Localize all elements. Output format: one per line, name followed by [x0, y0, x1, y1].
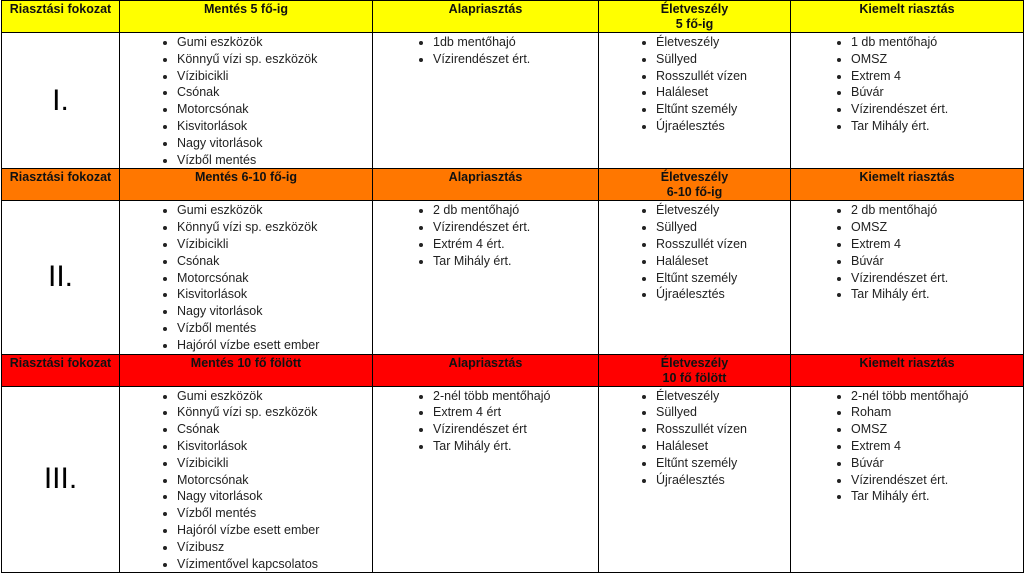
list-item: • Motorcsónak [177, 270, 372, 287]
list-item: • Vízimentővel kapcsolatos [177, 556, 372, 573]
basic-alert-list-cell [373, 33, 599, 169]
header-life-threat: Életveszély 5 fő-ig [599, 1, 791, 33]
list-item: • Kisvitorlások [177, 118, 372, 135]
header-basic-alert: Alapriasztás [373, 1, 599, 33]
list-item: • Életveszély [656, 202, 790, 219]
list-item: • 2 db mentőhajó [851, 202, 1023, 219]
list-item: • OMSZ [851, 421, 1023, 438]
list-item: • Hajóról vízbe esett ember [177, 522, 372, 539]
rescue-list-cell [120, 33, 373, 169]
header-row-level-2 [2, 169, 1024, 201]
rescue-list [120, 388, 372, 573]
list-item: • Gumi eszközök [177, 202, 372, 219]
list-item: • Roham [851, 404, 1023, 421]
level-numeral: II. [2, 201, 120, 354]
list-item: • 1db mentőhajó [433, 34, 598, 51]
priority-alert-list-cell [791, 201, 1024, 354]
life-threat-list [599, 202, 790, 303]
list-item: • Haláleset [656, 253, 790, 270]
list-item: • Tar Mihály ért. [851, 488, 1023, 505]
list-item: • Vízirendészet ért. [851, 270, 1023, 287]
list-item: • 2-nél több mentőhajó [851, 388, 1023, 405]
list-item: • Haláleset [656, 84, 790, 101]
list-item: • Kisvitorlások [177, 286, 372, 303]
list-item: • Rosszullét vízen [656, 68, 790, 85]
priority-alert-list [791, 34, 1023, 135]
life-threat-list-cell [599, 201, 791, 354]
basic-alert-list-cell [373, 201, 599, 354]
list-item: • OMSZ [851, 219, 1023, 236]
list-item: • 1 db mentőhajó [851, 34, 1023, 51]
list-item: • Gumi eszközök [177, 388, 372, 405]
list-item: • Vízirendészet ért. [851, 101, 1023, 118]
list-item: • Búvár [851, 455, 1023, 472]
list-item: • Haláleset [656, 438, 790, 455]
list-item: • Búvár [851, 253, 1023, 270]
list-item: • Eltűnt személy [656, 270, 790, 287]
header-row-level-3 [2, 354, 1024, 386]
list-item: • Nagy vitorlások [177, 135, 372, 152]
list-item: • Csónak [177, 421, 372, 438]
list-item: • 2-nél több mentőhajó [433, 388, 598, 405]
header-level-label: Riasztási fokozat [2, 169, 120, 201]
life-threat-list [599, 34, 790, 135]
list-item: • Vízibicikli [177, 455, 372, 472]
header-rescue: Mentés 10 fő fölött [120, 354, 373, 386]
list-item: • Könnyű vízi sp. eszközök [177, 404, 372, 421]
list-item: • Motorcsónak [177, 101, 372, 118]
list-item: • Extrem 4 ért [433, 404, 598, 421]
list-item: • Extrém 4 ért. [433, 236, 598, 253]
header-priority-alert: Kiemelt riasztás [791, 1, 1024, 33]
alert-level-table [1, 0, 1024, 573]
list-item: • Vízibusz [177, 539, 372, 556]
rescue-list [120, 34, 372, 168]
header-life-threat: Életveszély 10 fő fölött [599, 354, 791, 386]
list-item: • Eltűnt személy [656, 455, 790, 472]
list-item: • Vízirendészet ért. [433, 219, 598, 236]
list-item: • Süllyed [656, 404, 790, 421]
basic-alert-list [373, 34, 598, 68]
list-item: • Rosszullét vízen [656, 236, 790, 253]
header-rescue: Mentés 6-10 fő-ig [120, 169, 373, 201]
header-priority-alert: Kiemelt riasztás [791, 169, 1024, 201]
basic-alert-list-cell [373, 386, 599, 573]
list-item: • Extrem 4 [851, 236, 1023, 253]
level-numeral: III. [2, 386, 120, 573]
priority-alert-list-cell [791, 386, 1024, 573]
header-row-level-1 [2, 1, 1024, 33]
list-item: • Búvár [851, 84, 1023, 101]
basic-alert-list [373, 388, 598, 455]
header-basic-alert: Alapriasztás [373, 354, 599, 386]
list-item: • 2 db mentőhajó [433, 202, 598, 219]
life-threat-list-cell [599, 386, 791, 573]
life-threat-list-cell [599, 33, 791, 169]
list-item: • Motorcsónak [177, 472, 372, 489]
body-row-level-3 [2, 386, 1024, 573]
priority-alert-list [791, 388, 1023, 506]
list-item: • Vízirendészet ért. [433, 51, 598, 68]
header-priority-alert: Kiemelt riasztás [791, 354, 1024, 386]
list-item: • Könnyű vízi sp. eszközök [177, 219, 372, 236]
header-level-label: Riasztási fokozat [2, 1, 120, 33]
list-item: • Csónak [177, 84, 372, 101]
list-item: • Gumi eszközök [177, 34, 372, 51]
alert-table-body [2, 1, 1024, 573]
list-item: • Életveszély [656, 388, 790, 405]
list-item: • Vízirendészet ért. [851, 472, 1023, 489]
list-item: • Vízből mentés [177, 152, 372, 169]
level-numeral: I. [2, 33, 120, 169]
list-item: • OMSZ [851, 51, 1023, 68]
list-item: • Csónak [177, 253, 372, 270]
header-rescue: Mentés 5 fő-ig [120, 1, 373, 33]
header-basic-alert: Alapriasztás [373, 169, 599, 201]
rescue-list-cell [120, 201, 373, 354]
priority-alert-list [791, 202, 1023, 303]
body-row-level-2 [2, 201, 1024, 354]
list-item: • Vízből mentés [177, 505, 372, 522]
list-item: • Vízibicikli [177, 68, 372, 85]
list-item: • Nagy vitorlások [177, 488, 372, 505]
header-life-threat: Életveszély 6-10 fő-ig [599, 169, 791, 201]
life-threat-list [599, 388, 790, 489]
list-item: • Süllyed [656, 219, 790, 236]
list-item: • Extrem 4 [851, 438, 1023, 455]
list-item: • Tar Mihály ért. [433, 253, 598, 270]
list-item: • Eltűnt személy [656, 101, 790, 118]
rescue-list-cell [120, 386, 373, 573]
list-item: • Újraélesztés [656, 286, 790, 303]
list-item: • Extrem 4 [851, 68, 1023, 85]
body-row-level-1 [2, 33, 1024, 169]
list-item: • Nagy vitorlások [177, 303, 372, 320]
priority-alert-list-cell [791, 33, 1024, 169]
list-item: • Könnyű vízi sp. eszközök [177, 51, 372, 68]
list-item: • Hajóról vízbe esett ember [177, 337, 372, 354]
list-item: • Újraélesztés [656, 118, 790, 135]
basic-alert-list [373, 202, 598, 269]
list-item: • Tar Mihály ért. [433, 438, 598, 455]
list-item: • Vízirendészet ért [433, 421, 598, 438]
rescue-list [120, 202, 372, 353]
list-item: • Vízibicikli [177, 236, 372, 253]
list-item: • Tar Mihály ért. [851, 118, 1023, 135]
list-item: • Kisvitorlások [177, 438, 372, 455]
list-item: • Újraélesztés [656, 472, 790, 489]
list-item: • Süllyed [656, 51, 790, 68]
list-item: • Rosszullét vízen [656, 421, 790, 438]
list-item: • Tar Mihály ért. [851, 286, 1023, 303]
list-item: • Vízből mentés [177, 320, 372, 337]
header-level-label: Riasztási fokozat [2, 354, 120, 386]
list-item: • Életveszély [656, 34, 790, 51]
